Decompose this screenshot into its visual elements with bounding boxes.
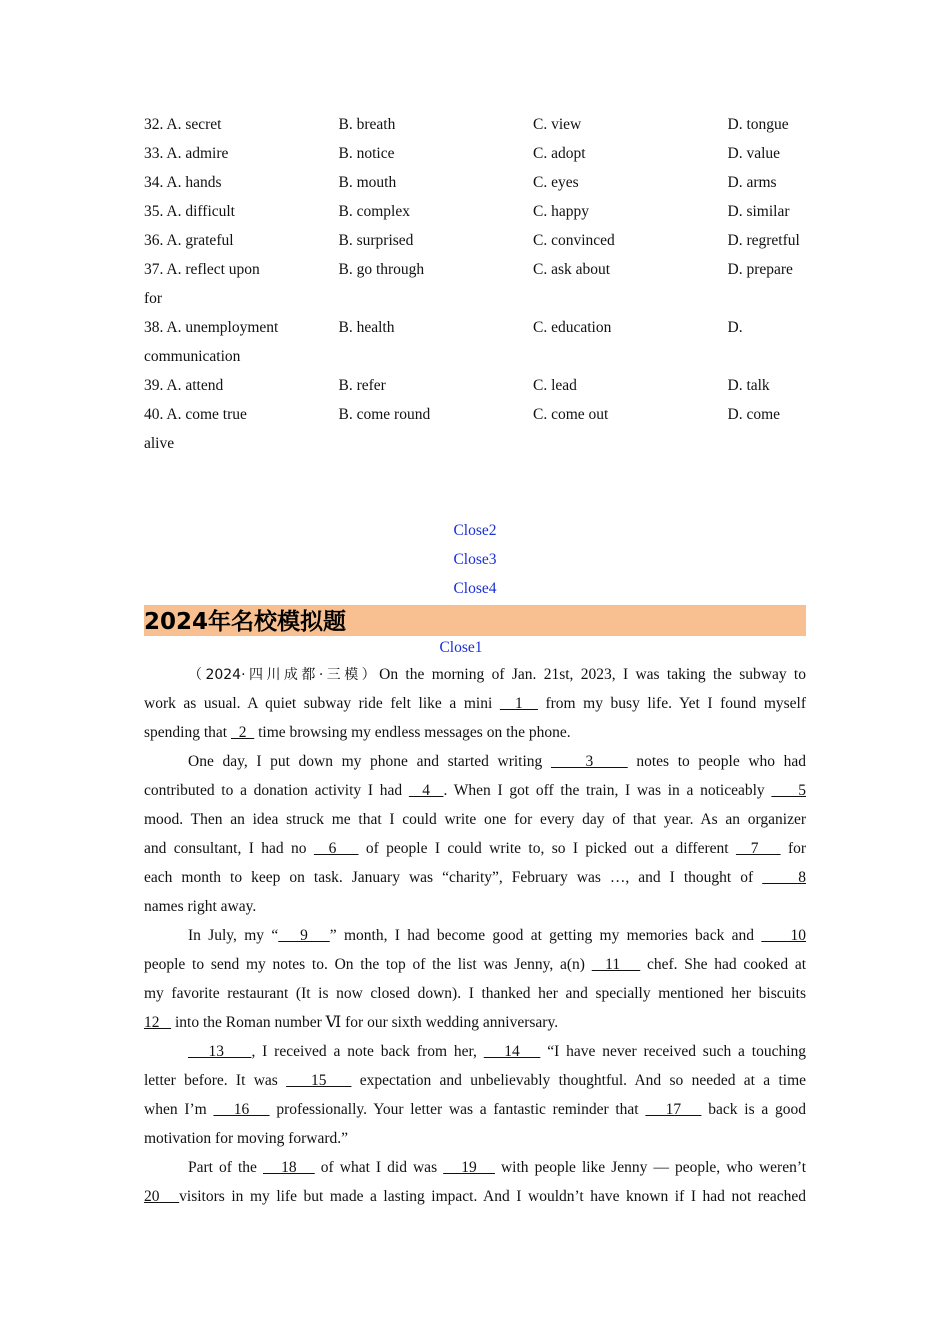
passage-line: 20 visitors in my life but made a lasting impact. And I wouldn’t have known if I had not reached [144, 1188, 807, 1205]
blank-16: 16 [213, 1101, 270, 1118]
option-b: B. mouth [338, 174, 397, 191]
option-c: C. convinced [533, 232, 615, 249]
passage-line: motivation for moving forward.” [144, 1130, 349, 1147]
option-b: B. go through [338, 261, 425, 278]
source-label: （2024·四川成都·三模） [188, 667, 380, 683]
option-wrap: alive [144, 435, 175, 452]
passage-line: In July, my “ 9 ” month, I had become good at getting my memories back and 10 [188, 927, 807, 944]
option-d: D. tongue [727, 116, 789, 133]
option-row [144, 255, 806, 284]
option-a: 36. A. grateful [144, 232, 234, 249]
option-d: D. regretful [727, 232, 800, 249]
option-c: C. come out [533, 406, 609, 423]
blank-10: 10 [761, 927, 807, 944]
passage-line: each month to keep on task. January was “charity”, February was …, and I thought of 8 [144, 869, 807, 886]
option-wrap: communication [144, 348, 241, 365]
link-close2[interactable]: Close2 [453, 522, 497, 539]
passage-line: mood. Then an idea struck me that I could write one for every day of that year. As an organizer [144, 811, 806, 828]
option-wrap: for [144, 290, 163, 307]
blank-6: 6 [313, 840, 359, 857]
option-b: B. come round [338, 406, 431, 423]
option-d: D. come [727, 406, 781, 423]
blank-18: 18 [262, 1159, 315, 1176]
passage-line: One day, I put down my phone and started writing 3 notes to people who had [188, 753, 807, 770]
option-c: C. education [533, 319, 612, 336]
section-heading: 2024年名校模拟题 [144, 605, 806, 636]
passage-line: （2024·四川成都·三模）On the morning of Jan. 21st, 2023, I was taking the subway to [188, 666, 806, 683]
option-d: D. similar [727, 203, 790, 220]
content [144, 110, 806, 1211]
option-b: B. notice [338, 145, 395, 162]
option-row [144, 313, 806, 342]
blank-17: 17 [645, 1101, 702, 1118]
option-b: B. refer [338, 377, 386, 394]
blank-20: 20 [144, 1188, 180, 1205]
passage-line: when I’m 16 professionally. Your letter was a fantastic reminder that 17 back is a good [144, 1101, 807, 1118]
passage-line: letter before. It was 15 expectation and unbelievably thoughtful. And so needed at a time [144, 1072, 807, 1089]
option-d: D. [727, 319, 743, 336]
link-close1[interactable]: Close1 [439, 639, 483, 656]
option-a: 33. A. admire [144, 145, 229, 162]
blank-12: 12 [144, 1014, 172, 1031]
option-d: D. talk [727, 377, 770, 394]
link-close3[interactable]: Close3 [453, 551, 497, 568]
blank-8: 8 [762, 869, 807, 886]
blank-5: 5 [771, 782, 807, 799]
blank-14: 14 [483, 1043, 541, 1060]
passage-line: names right away. [144, 898, 257, 915]
blank-11: 11 [591, 956, 641, 973]
option-c: C. adopt [533, 145, 586, 162]
option-a: 39. A. attend [144, 377, 224, 394]
blank-19: 19 [443, 1159, 495, 1176]
blank-15: 15 [286, 1072, 352, 1089]
option-a: 32. A. secret [144, 116, 222, 133]
option-d: D. prepare [727, 261, 793, 278]
option-c: C. happy [533, 203, 589, 220]
option-a: 38. A. unemployment [144, 319, 279, 336]
option-b: B. complex [338, 203, 410, 220]
passage-line: people to send my notes to. On the top of the list was Jenny, a(n) 11 chef. She had cooked at [144, 956, 807, 973]
option-row [144, 400, 806, 429]
option-d: D. arms [727, 174, 777, 191]
close-links [144, 516, 806, 603]
blank-1: 1 [499, 695, 538, 712]
option-c: C. eyes [533, 174, 579, 191]
options-table [144, 110, 806, 458]
blank-3: 3 [550, 753, 628, 770]
passage [144, 660, 806, 1211]
option-b: B. breath [338, 116, 396, 133]
option-row [144, 197, 806, 226]
option-row [144, 168, 806, 197]
passage-line: my favorite restaurant (It is now closed down). I thanked her and specially mentioned her biscuits [144, 985, 806, 1002]
passage-line: 12 into the Roman number Ⅵ for our sixth wedding anniversary. [144, 1014, 559, 1031]
option-row [144, 371, 806, 400]
blank-4: 4 [408, 782, 444, 799]
option-row [144, 139, 806, 168]
blank-9: 9 [278, 927, 330, 944]
link-close4[interactable]: Close4 [453, 580, 497, 597]
passage-line: contributed to a donation activity I had 4 . When I got off the train, I was in a noticeably 5 [144, 782, 807, 799]
blank-7: 7 [735, 840, 781, 857]
option-c: C. lead [533, 377, 577, 394]
option-a: 40. A. come true [144, 406, 247, 423]
option-c: C. ask about [533, 261, 611, 278]
option-d: D. value [727, 145, 781, 162]
option-c: C. view [533, 116, 582, 133]
option-b: B. health [338, 319, 395, 336]
blank-2: 2 [230, 724, 255, 741]
option-a: 37. A. reflect upon [144, 261, 260, 278]
option-a: 34. A. hands [144, 174, 222, 191]
passage-line: and consultant, I had no 6 of people I could write to, so I picked out a different 7 for [144, 840, 807, 857]
passage-line: 13 , I received a note back from her, 14 “I have never received such a touching [188, 1043, 807, 1060]
option-row [144, 226, 806, 255]
passage-line: Part of the 18 of what I did was 19 with people like Jenny — people, who weren’t [188, 1159, 807, 1176]
passage-line: work as usual. A quiet subway ride felt like a mini 1 from my busy life. Yet I found myself [144, 695, 807, 712]
option-row [144, 110, 806, 139]
passage-line: spending that 2 time browsing my endless messages on the phone. [144, 724, 571, 741]
option-a: 35. A. difficult [144, 203, 235, 220]
blank-13: 13 [188, 1043, 252, 1060]
option-b: B. surprised [338, 232, 414, 249]
